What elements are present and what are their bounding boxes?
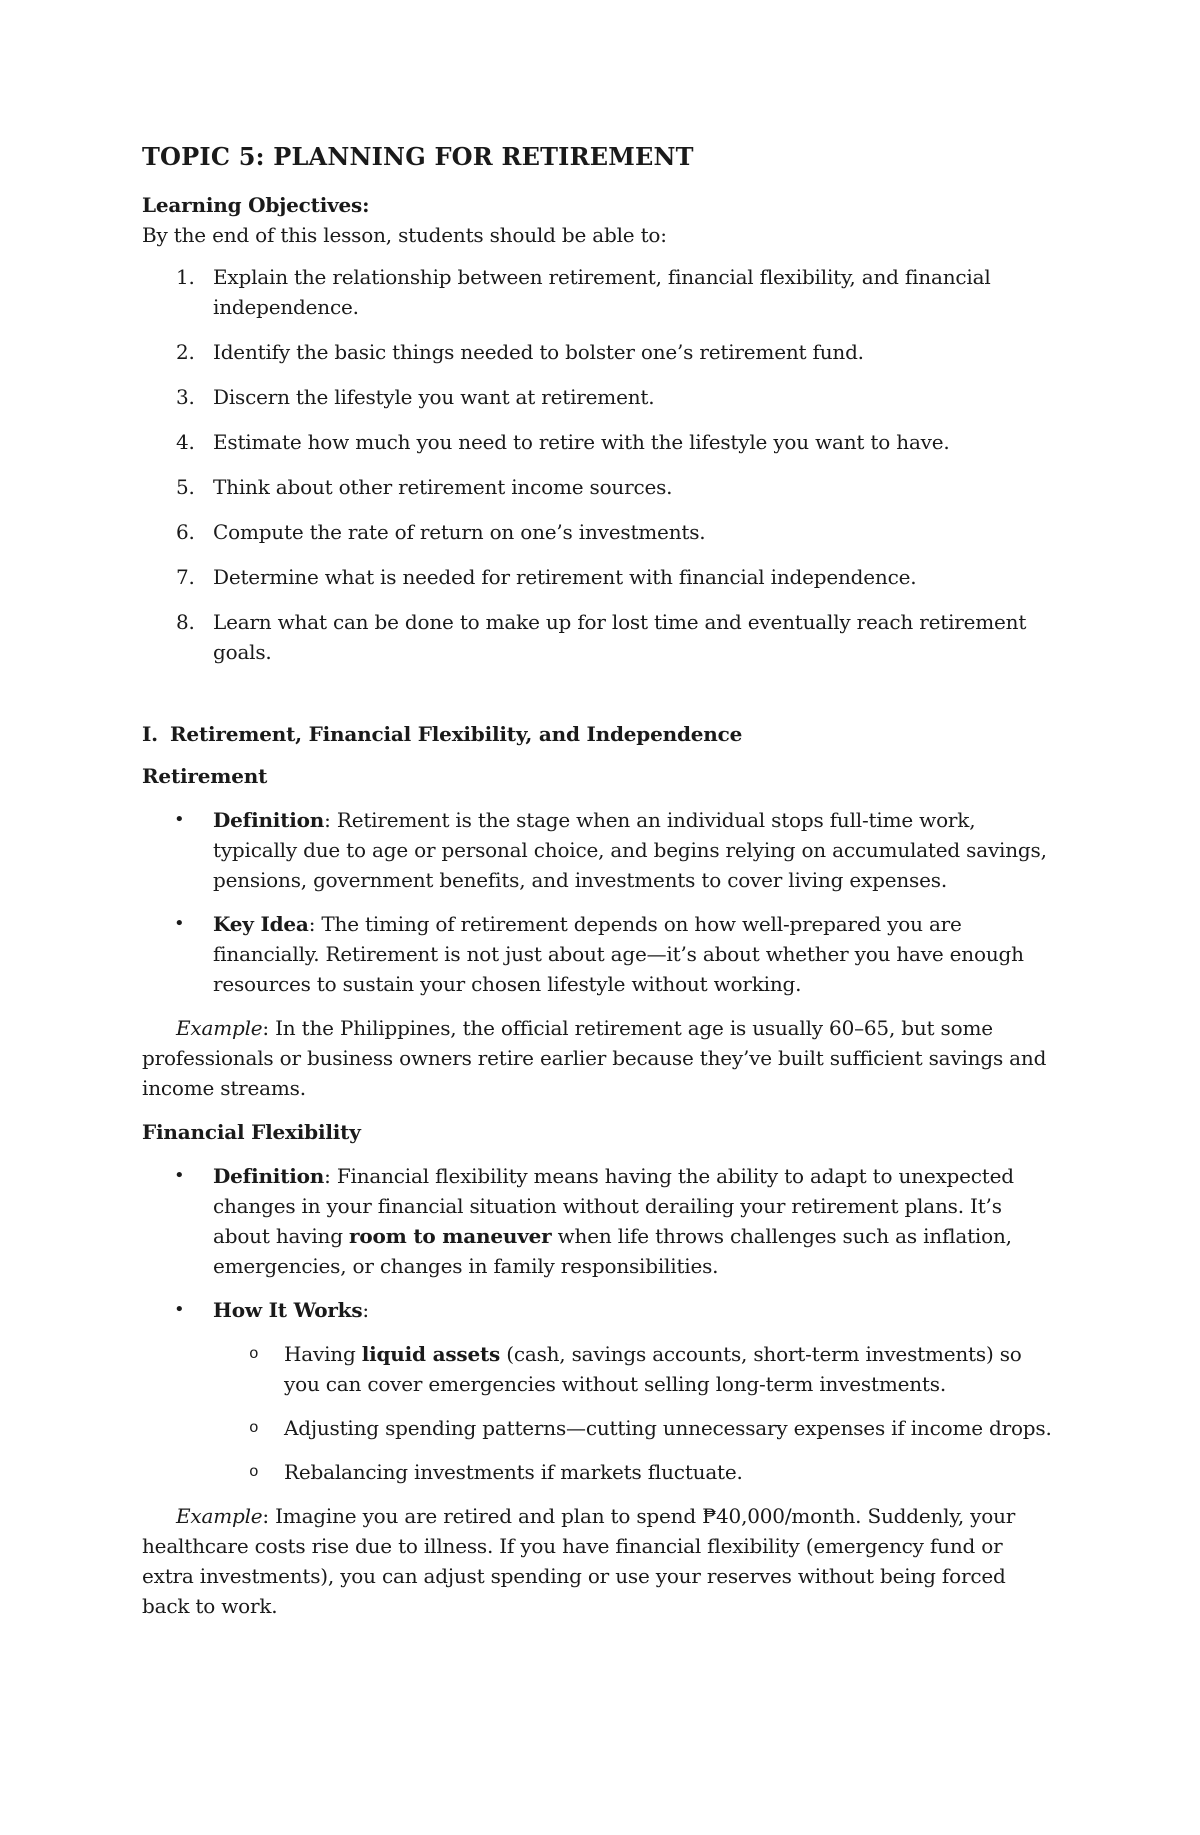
objective-item [142,472,1057,502]
objective-number: 8. [176,610,195,634]
bullet-icon: • [174,1165,185,1186]
definition-text-continued: when life throws challenges such as inflation, emergencies, or changes in family responsibilities. [213,1224,1012,1278]
sub-bullet-text: Rebalancing investments if markets fluctuate. [284,1460,743,1484]
section-heading [142,719,1057,749]
objective-number: 3. [176,385,195,409]
objective-number: 4. [176,430,195,454]
example-text: : Imagine you are retired and plan to spend ₱40,000/month. Suddenly, your healthcare costs rise due to illness. If you have financial flexibility (emergency fund or extra investments), you can adjust spending or use your reserves without being forced back to work. [142,1504,1016,1618]
document-page [142,140,1057,1635]
objective-text: Discern the lifestyle you want at retirement. [213,385,655,409]
definition-label: Definition [213,1164,325,1188]
objective-text: Learn what can be done to make up for lost time and eventually reach retirement goals. [213,610,1027,664]
sub-bullet-text: Having [284,1342,362,1366]
objective-text: Compute the rate of return on one’s investments. [213,520,706,544]
objective-number: 7. [176,565,195,589]
sub-bullet-item [213,1413,1057,1443]
sub-bullet-icon: o [249,1463,259,1481]
topic-title: TOPIC 5: PLANNING FOR RETIREMENT [142,142,694,171]
definition-bold-phrase: room to maneuver [348,1224,552,1248]
how-it-works-colon: : [362,1298,369,1322]
sub-bullet-icon: o [249,1345,259,1363]
objective-text: Think about other retirement income sources. [213,475,673,499]
sub-bullet-icon: o [249,1419,259,1437]
objective-number: 1. [176,265,195,289]
objective-number: 5. [176,475,195,499]
section-title: Retirement, Financial Flexibility, and Independence [170,722,743,746]
objective-item [142,382,1057,412]
definition-text: : Financial flexibility means having the ability to adapt to unexpected changes in your financial situation without derailing your retirement plans. It’s about having [213,1164,1014,1248]
bullet-icon: • [174,809,185,830]
bullet-item [142,1295,1057,1487]
bullet-icon: • [174,1299,185,1320]
objective-item [142,607,1057,667]
bullet-item [142,1161,1057,1281]
how-it-works-list [213,1339,1057,1487]
sub-bullet-item [213,1457,1057,1487]
objective-item [142,517,1057,547]
objective-number: 2. [176,340,195,364]
learning-objectives-title: Learning Objectives: [142,193,370,217]
sub-bullet-item [213,1339,1057,1399]
definition-label: Definition [213,808,325,832]
objective-number: 6. [176,520,195,544]
bullet-item [142,805,1057,895]
retirement-heading: Retirement [142,764,268,788]
key-idea-label: Key Idea [213,912,309,936]
flexibility-bullets [142,1161,1057,1487]
objective-text: Determine what is needed for retirement with financial independence. [213,565,917,589]
retirement-bullets [142,805,1057,999]
sub-bullet-text-continued: (cash, savings accounts, short-term investments) so you can cover emergencies without selling long-term investments. [284,1342,1022,1396]
sub-bullet-bold: liquid assets [361,1342,501,1366]
objective-text: Estimate how much you need to retire with the lifestyle you want to have. [213,430,950,454]
objective-text: Explain the relationship between retirement, financial flexibility, and financial independence. [213,265,991,319]
bullet-item [142,909,1057,999]
example-text: : In the Philippines, the official retirement age is usually 60–65, but some professionals or business owners retire earlier because they’ve built sufficient savings and income streams. [142,1016,1047,1100]
objectives-list [142,262,1057,667]
objective-item [142,427,1057,457]
learning-objectives-intro: By the end of this lesson, students should be able to: [142,223,667,247]
financial-flexibility-heading: Financial Flexibility [142,1120,361,1144]
flexibility-example [142,1501,1057,1621]
definition-text: : Retirement is the stage when an individual stops full-time work, typically due to age or personal choice, and begins relying on accumulated savings, pensions, government benefits, and investments to cover living expenses. [213,808,1047,892]
how-it-works-label: How It Works [213,1298,363,1322]
key-idea-text: : The timing of retirement depends on how well-prepared you are financially. Retirement is not just about age—it’s about whether you have enough resources to sustain your chosen lifestyle without working. [213,912,1024,996]
retirement-example [142,1013,1057,1103]
example-label: Example [176,1016,263,1040]
objective-item [142,562,1057,592]
sub-bullet-text: Adjusting spending patterns—cutting unnecessary expenses if income drops. [284,1416,1052,1440]
section-numeral: I. [142,722,158,746]
example-label: Example [176,1504,263,1528]
bullet-icon: • [174,913,185,934]
objective-item [142,337,1057,367]
objective-text: Identify the basic things needed to bolster one’s retirement fund. [213,340,864,364]
objective-item [142,262,1057,322]
